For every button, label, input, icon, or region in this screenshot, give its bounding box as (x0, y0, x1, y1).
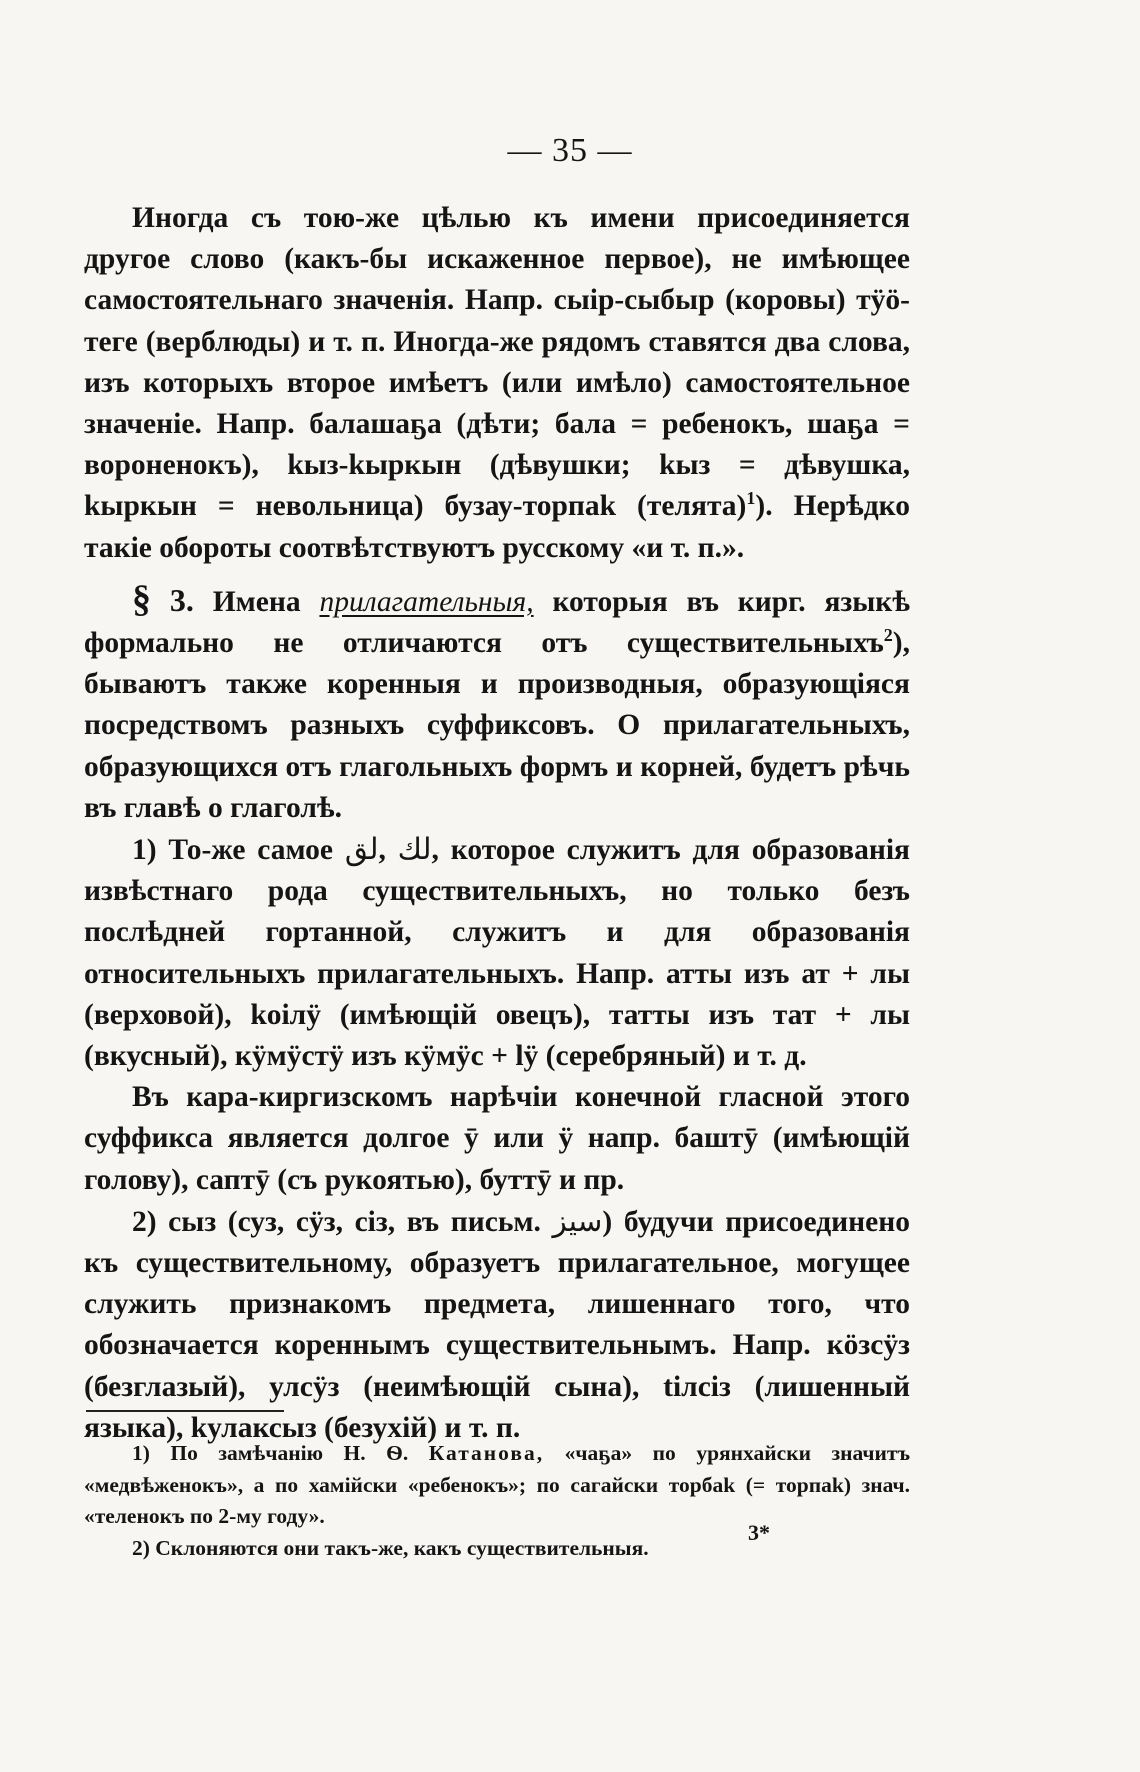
arabic-suffix-2: لك (397, 832, 432, 867)
printer-signature: 3* (748, 1520, 770, 1545)
footnotes (84, 1438, 910, 1564)
italic-term: прилагательныя, (319, 585, 534, 618)
paragraph-1-end: ). Нерѣдко такіе обороты соотвѣтствуютъ русскому «и т. п.». (84, 490, 910, 564)
footnote-1 (84, 1438, 910, 1533)
paragraph-3-sep: , (378, 834, 398, 867)
footnote-divider (86, 1410, 284, 1412)
arabic-suffix-1: لق (344, 832, 379, 867)
paragraph-3-b: , которое служитъ для образованія извѣстнаго рода существительныхъ, но только безъ послѣдней гортанной, служитъ и для образованія относительныхъ прилагательныхъ. Напр. атты изъ ат + лы (верховой), kоілӱ (имѣющій овецъ), татты изъ тат + лы (вкусный), кӱмӱстӱ изъ кӱмӱс + lӱ (серебряный) и т. д. (84, 834, 910, 1073)
arabic-suffix-3: سيز (552, 1203, 603, 1238)
page-number: — 35 — (507, 132, 633, 169)
paragraph-3-a: 1) То-же самое (132, 834, 345, 867)
paragraph-2 (84, 579, 910, 829)
paragraph-3 (84, 829, 910, 1077)
paragraph-4: Въ кара-киргизскомъ нарѣчіи конечной гласной этого суффикса является долгое ӯ или ӱ напр. баштӯ (имѣющій голову), саптӯ (съ рукоятью), буттӯ и пр. (84, 1081, 910, 1196)
paragraph-1-text: Иногда съ тою-же цѣлью къ имени присоединяется другое слово (какъ-бы искаженное первое), не имѣющее самостоятельнаго значенія. Напр. сыір-сыбыр (коровы) тӱӧ-теге (верблюды) и т. п. Иногда-же рядомъ ставятся два слова, изъ которыхъ второе имѣетъ (или имѣло) самостоятельное значеніе. Напр. балашаҕа (дѣти; бала = ребенокъ, шаҕа = вороненокъ), kыз-kыркын (дѣвушки; kыз = дѣвушка, kыркын = невольница) бузау-торпаk (телята) (84, 202, 910, 523)
paragraph-2-b: которыя въ кирг. языкѣ формально не отличаются отъ существительныхъ (84, 585, 911, 660)
paragraph-5-a: 2) сыз (суз, сӱз, сіз, въ письм. (132, 1205, 553, 1238)
footnote-2: 2) Склоняются они такъ-же, какъ существительныя. (132, 1535, 649, 1560)
footnote-1-b: «чаҕа» по урянхайски значитъ «медвѣженокъ», а по хамійски «ребенокъ»; по сагайски торбаk (= торпаk) знач. «теленокъ по 2-му году». (84, 1441, 910, 1528)
paragraph-5-b: ) будучи присоединено къ существительному, образуетъ прилагательное, могущее служить признакомъ предмета, лишеннаго того, что обозначается кореннымъ существительнымъ. Напр. кӧзсӱз (безглазый), улсӱз (неимѣющій сына), tiлсіз (лишенный языка), kулаксыз (безухій) и т. п. (84, 1205, 910, 1444)
footnote-1-a: 1) По замѣчанію Н. Ѳ. (132, 1441, 429, 1465)
footnote-1-name: Катанова, (428, 1441, 545, 1465)
main-text (84, 198, 910, 1449)
paragraph-1 (84, 198, 910, 569)
paragraph-2-c: ), бываютъ также коренныя и производныя, образующіяся посредствомъ разныхъ суффиксовъ. О прилагательныхъ, образующихся отъ глагольныхъ формъ и корней, будетъ рѣчь въ главѣ о глаголѣ. (84, 627, 910, 824)
footnote-ref-1: 1 (746, 488, 756, 509)
footnote-ref-2: 2 (883, 625, 893, 646)
section-sign: § (132, 577, 151, 620)
section-number: 3. (169, 581, 194, 618)
paragraph-2-a: Имена (193, 585, 320, 618)
